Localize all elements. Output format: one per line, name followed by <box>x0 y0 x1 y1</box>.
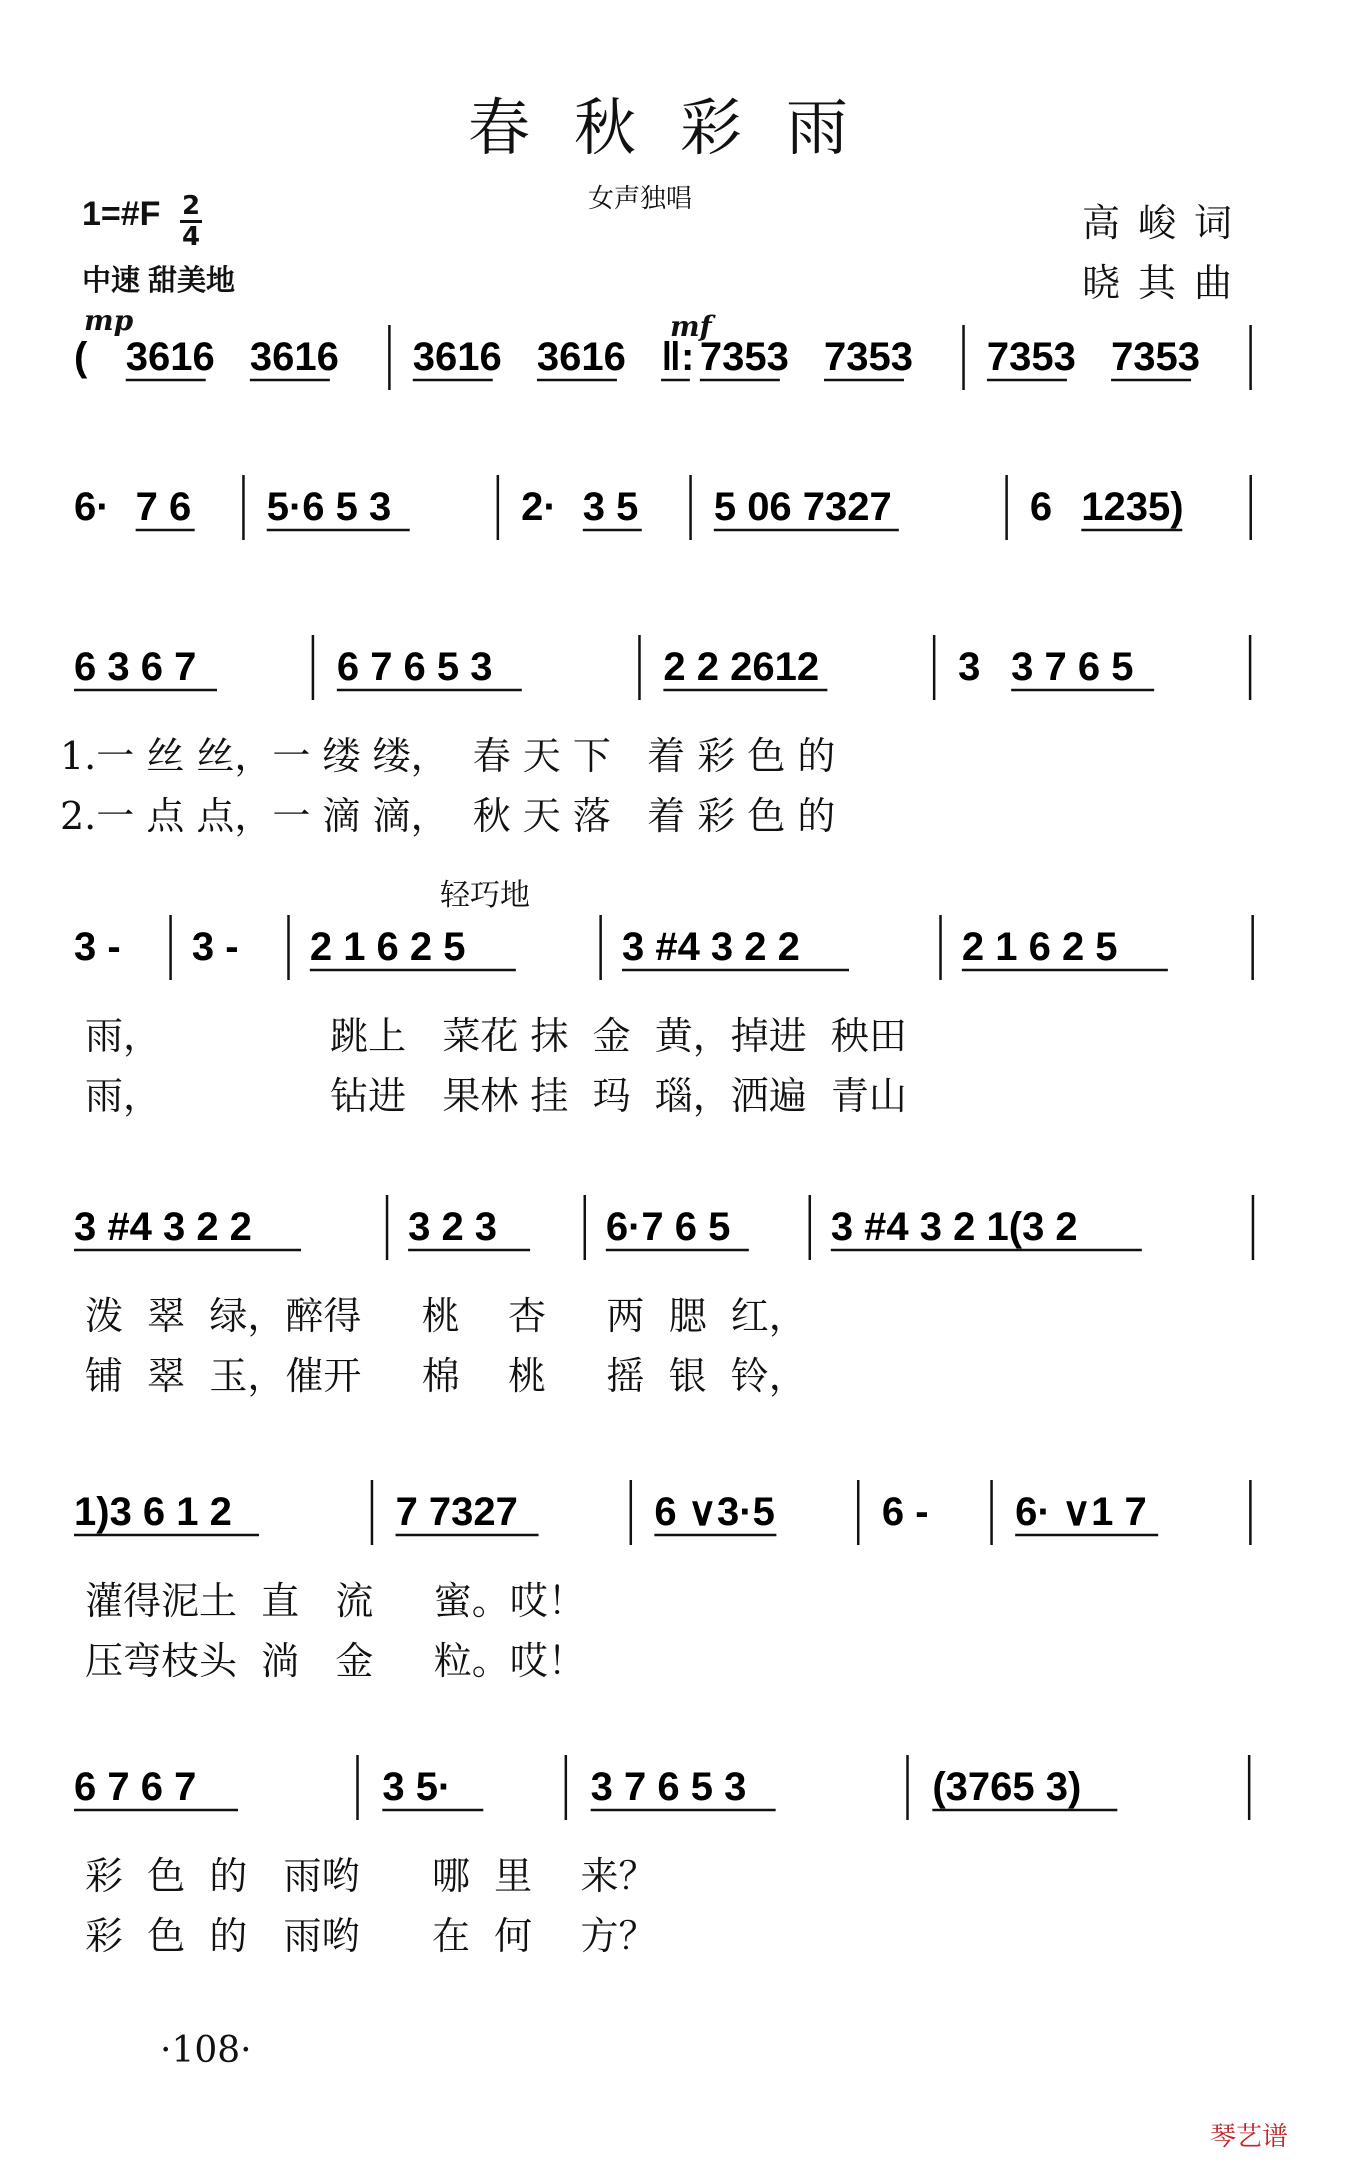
note-group: 6 3 6 7 <box>74 645 197 689</box>
note-group: 6 ∨3·5 <box>654 1490 775 1534</box>
note-group: 3 2 3 <box>408 1205 498 1249</box>
expression-marking: 轻巧地 <box>440 878 530 913</box>
note-group: 3 <box>958 645 981 689</box>
lyric-line: 压弯枝头 淌 金 粒。哎！ <box>85 1639 586 1683</box>
tempo-marking: 中速 甜美地 <box>82 265 236 297</box>
lyric-line: 铺 翠 玉，催开 棉 桃 摇 银 铃， <box>85 1354 807 1398</box>
note-group: ( <box>74 335 88 379</box>
note-group: 3 7 6 5 3 <box>590 1765 747 1809</box>
note-group: (3765 3) <box>932 1765 1082 1809</box>
note-group: 7353 <box>986 335 1076 379</box>
note-group: 3 5· <box>382 1765 452 1809</box>
note-group: 3616 <box>125 335 215 379</box>
note-group: 5·6 5 3 <box>266 485 392 529</box>
note-group: 7 6 <box>135 485 192 529</box>
lyric-line: 雨， 钻进 果林 挂 玛 瑙，洒遍 青山 <box>85 1074 907 1118</box>
note-group: 5 06 7327 <box>713 485 892 529</box>
note-group: 6 7 6 7 <box>74 1765 197 1809</box>
note-group: 6· ∨1 7 <box>1015 1490 1147 1534</box>
lyric-line: 2.一 点 点，一 滴 滴， 秋 天 落 着 彩 色 的 <box>60 794 836 838</box>
lyric-line: 灌得泥土 直 流 蜜。哎！ <box>85 1579 586 1623</box>
note-group: 1)3 6 1 2 <box>74 1490 232 1534</box>
note-group: 6·7 6 5 <box>605 1205 731 1249</box>
note-group: ‖: <box>661 335 695 379</box>
note-group: 3616 <box>249 335 339 379</box>
note-group: 6 <box>1029 485 1053 529</box>
lyric-line: 雨， 跳上 菜花 抹 金 黄，掉进 秧田 <box>85 1014 907 1058</box>
note-group: 6 7 6 5 3 <box>336 645 493 689</box>
lyric-line: 泼 翠 绿，醉得 桃 杏 两 腮 红， <box>85 1294 807 1338</box>
note-group: 3 - <box>191 925 239 969</box>
dynamic-mf: mf <box>670 310 712 343</box>
note-group: 3616 <box>536 335 626 379</box>
lyric-line: 彩 色 的 雨哟 在 何 方？ <box>85 1914 657 1958</box>
page-number: ·108· <box>160 2030 252 2071</box>
note-group: 3 #4 3 2 1(3 2 <box>830 1205 1078 1249</box>
note-group: 1235) <box>1081 485 1184 529</box>
note-group: 3 5 <box>582 485 639 529</box>
performance-type: 女声独唱 <box>588 184 693 214</box>
note-group: 2 1 6 2 5 <box>309 925 466 969</box>
note-group: 7 7327 <box>395 1490 518 1534</box>
composer-credit: 晓其曲 <box>1082 261 1251 305</box>
note-group: 7353 <box>824 335 913 379</box>
lyric-line: 1.一 丝 丝，一 缕 缕， 春 天 下 着 彩 色 的 <box>60 734 836 778</box>
note-group: 7353 <box>699 335 789 379</box>
key-signature: 1=#F <box>82 195 161 233</box>
watermark-logo: 琴艺谱 <box>1210 2122 1289 2152</box>
note-group: 6 - <box>881 1490 929 1534</box>
note-group: 2 1 6 2 5 <box>961 925 1118 969</box>
note-group: 2 2 2612 <box>663 645 820 689</box>
note-group: 3 #4 3 2 2 <box>621 925 800 969</box>
note-group: 3 #4 3 2 2 <box>74 1205 252 1249</box>
time-top: 2 <box>181 191 201 221</box>
note-group: 7353 <box>1111 335 1201 379</box>
dynamic-mp: mp <box>84 304 134 337</box>
note-group: 3616 <box>412 335 502 379</box>
note-group: 3 - <box>74 925 121 969</box>
note-group: 3 7 6 5 <box>1011 645 1134 689</box>
lyricist-credit: 高峻词 <box>1082 201 1251 245</box>
note-group: 6· <box>74 485 110 529</box>
song-title: 春秋彩雨 <box>467 91 892 164</box>
note-group: 2· <box>521 485 557 529</box>
lyric-line: 彩 色 的 雨哟 哪 里 来？ <box>85 1854 657 1898</box>
time-bottom: 4 <box>181 222 201 252</box>
